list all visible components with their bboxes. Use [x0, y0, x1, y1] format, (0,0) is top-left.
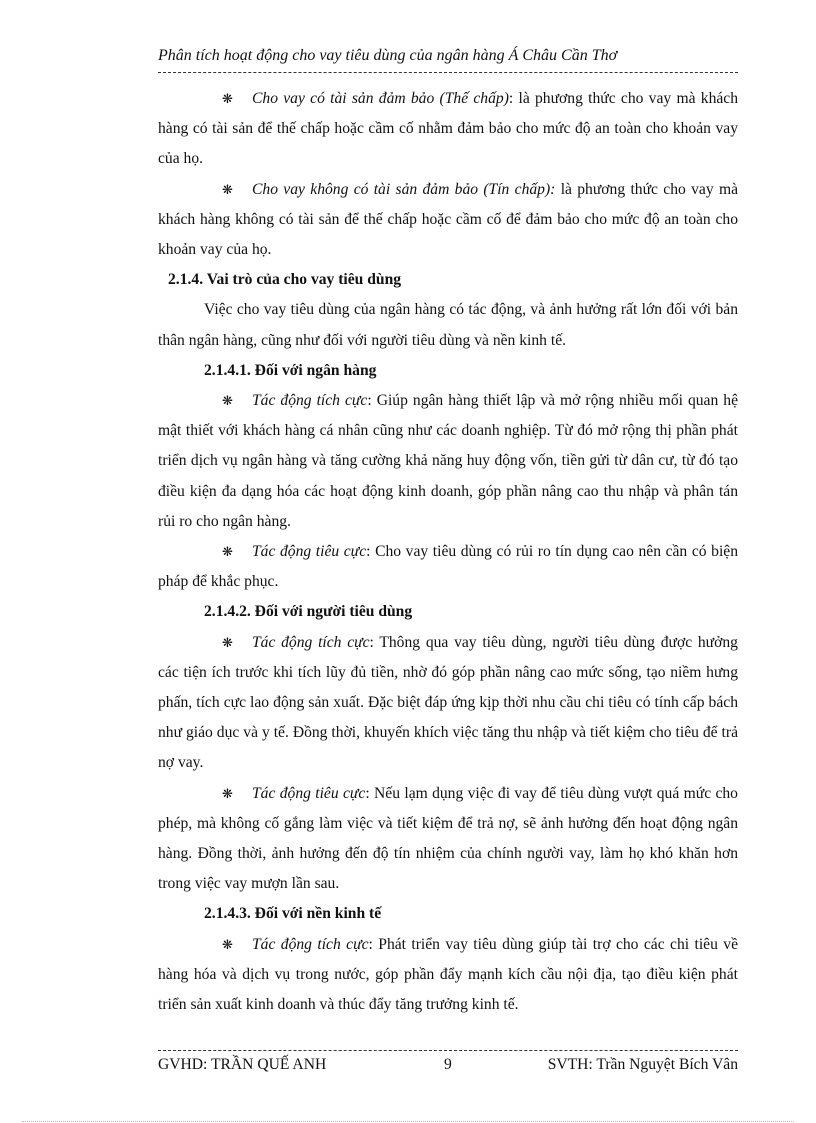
bullet-term: Tác động tiêu cực — [252, 543, 367, 561]
bullet-paragraph-secured-loan: ❋ Cho vay có tài sản đảm bảo (Thế chấp): là phương thức cho vay mà khách hàng có tài sản để thế chấp hoặc cầm cố nhằm đảm bảo cho mức độ an toàn cho khoản vay của họ. — [158, 84, 738, 175]
section-heading-2-1-4: 2.1.4. Vai trò của cho vay tiêu dùng — [168, 271, 402, 289]
bullet-paragraph-bank-negative: ❋ Tác động tiêu cực: Cho vay tiêu dùng có rủi ro tín dụng cao nên cần có biện pháp để khắc phục. — [158, 537, 738, 597]
footer-advisor: GVHD: TRẦN QUẾ ANH — [158, 1056, 327, 1073]
bullet-text: Giúp ngân hàng thiết lập và mở rộng nhiều mối quan hệ mật thiết với khách hàng cá nhân cũng như các doanh nghiệp. Từ đó mở rộng thị phần phát triển dịch vụ ngân hàng và tăng cường khả năng huy động vốn, tiền gửi từ dân cư, từ đó tạo điều kiện đa dạng hóa các hoạt động kinh doanh, góp phần nâng cao thu nhập và phân tán rủi ro cho ngân hàng. — [158, 392, 738, 530]
bullet-term: Tác động tiêu cực — [252, 784, 366, 802]
section-heading-2-1-4-2: 2.1.4.2. Đối với người tiêu dùng — [204, 603, 413, 621]
bullet-icon: ❋ — [222, 634, 233, 650]
bullet-text: Cho vay tiêu dùng có rủi ro tín dụng cao nên cần có biện pháp để khắc phục. — [158, 543, 738, 591]
footer-rule — [158, 1050, 738, 1051]
paragraph-role-intro: Việc cho vay tiêu dùng của ngân hàng có tác động, và ảnh hưởng rất lớn đối với bản thân ngân hàng, cũng như đối với người tiêu dùng và nền kinh tế. — [158, 301, 738, 349]
running-header: Phân tích hoạt động cho vay tiêu dùng của ngân hàng Á Châu Cần Thơ — [158, 47, 618, 64]
bullet-text: là phương thức cho vay mà khách hàng không có tài sản để thế chấp hoặc cầm cố để đảm bảo cho mức độ an toàn cho khoản vay của họ. — [158, 180, 738, 259]
bullet-icon: ❋ — [222, 91, 233, 106]
bullet-icon: ❋ — [222, 544, 233, 560]
bullet-icon: ❋ — [222, 785, 233, 801]
bullet-term: Cho vay có tài sản đảm bảo (Thế chấp) — [252, 90, 509, 107]
bullet-paragraph-consumer-negative: ❋ Tác động tiêu cực: Nếu lạm dụng việc đi vay để tiêu dùng vượt quá mức cho phép, mà không cố gắng làm việc và tiết kiệm để trả nợ, sẽ ảnh hưởng đến hoạt động ngân hàng. Đồng thời, ảnh hưởng đến độ tín nhiệm của chính người vay, làm họ khó khăn hơn trong việc vay mượn lần sau. — [158, 779, 738, 900]
bullet-icon: ❋ — [222, 181, 233, 197]
bullet-paragraph-consumer-positive: ❋ Tác động tích cực: Thông qua vay tiêu dùng, người tiêu dùng được hưởng các tiện ích trước khi tích lũy đủ tiền, nhờ đó góp phần nâng cao mức sống, tạo niềm hưng phấn, tích cực lao động sản xuất. Đặc biệt đáp ứng kịp thời nhu cầu chi tiêu có tính cấp bách như giáo dục và y tế. Đồng thời, khuyến khích việc tăng thu nhập và tiết kiệm cho tiêu để trả nợ vay. — [158, 628, 738, 779]
bullet-icon: ❋ — [222, 393, 233, 409]
bullet-text: là phương thức cho vay mà khách hàng có tài sản để thế chấp hoặc cầm cố nhằm đảm bảo cho mức độ an toàn cho khoản vay của họ. — [158, 90, 739, 168]
bullet-text: Thông qua vay tiêu dùng, người tiêu dùng được hưởng các tiện ích trước khi tích lũy đủ tiền, nhờ đó góp phần nâng cao mức sống, tạo niềm hưng phấn, tích cực lao động sản xuất. Đặc biệt đáp ứng kịp thời nhu cầu chi tiêu có tính cấp bách như giáo dục và y tế. Đồng thời, khuyến khích việc tăng thu nhập và tiết kiệm cho tiêu để trả nợ vay. — [158, 633, 738, 772]
bullet-text: Nếu lạm dụng việc đi vay để tiêu dùng vượt quá mức cho phép, mà không cố gắng làm việc và tiết kiệm để trả nợ, sẽ ảnh hưởng đến hoạt động ngân hàng. Đồng thời, ảnh hưởng đến độ tín nhiệm của chính người vay, làm họ khó khăn hơn trong việc vay mượn lần sau. — [158, 784, 738, 893]
bullet-icon: ❋ — [222, 936, 233, 952]
footer-student: SVTH: Trần Nguyệt Bích Vân — [547, 1056, 738, 1073]
bullet-text: Phát triển vay tiêu dùng giúp tài trợ cho các chi tiêu về hàng hóa và dịch vụ trong nước, góp phần đẩy mạnh kích cầu nội địa, tạo điều kiện phát triển sản xuất kinh doanh và thúc đẩy tăng trưởng kinh tế. — [158, 935, 739, 1014]
header-rule — [158, 72, 738, 73]
page-number: 9 — [444, 1056, 452, 1073]
bullet-paragraph-unsecured-loan — [158, 175, 738, 266]
page-edge — [22, 1121, 794, 1122]
section-heading-2-1-4-3: 2.1.4.3. Đối với nền kinh tế — [204, 905, 382, 923]
document-body — [158, 84, 738, 1020]
section-heading-2-1-4-1: 2.1.4.1. Đối với ngân hàng — [204, 361, 377, 379]
bullet-term: Tác động tích cực — [252, 392, 368, 410]
bullet-paragraph-economy-positive: ❋ Tác động tích cực: Phát triển vay tiêu dùng giúp tài trợ cho các chi tiêu về hàng hóa và dịch vụ trong nước, góp phần đẩy mạnh kích cầu nội địa, tạo điều kiện phát triển sản xuất kinh doanh và thúc đẩy tăng trưởng kinh tế. — [158, 930, 738, 1021]
bullet-term: Tác động tích cực — [252, 633, 370, 651]
bullet-term: Cho vay không có tài sản đảm bảo (Tín chấp): — [252, 180, 556, 198]
bullet-paragraph-bank-positive: ❋ Tác động tích cực: Giúp ngân hàng thiết lập và mở rộng nhiều mối quan hệ mật thiết với khách hàng cá nhân cũng như các doanh nghiệp. Từ đó mở rộng thị phần phát triển dịch vụ ngân hàng và tăng cường khả năng huy động vốn, tiền gửi từ dân cư, từ đó tạo điều kiện đa dạng hóa các hoạt động kinh doanh, góp phần nâng cao thu nhập và phân tán rủi ro cho ngân hàng. — [158, 386, 738, 537]
bullet-term: Tác động tích cực — [252, 935, 369, 953]
